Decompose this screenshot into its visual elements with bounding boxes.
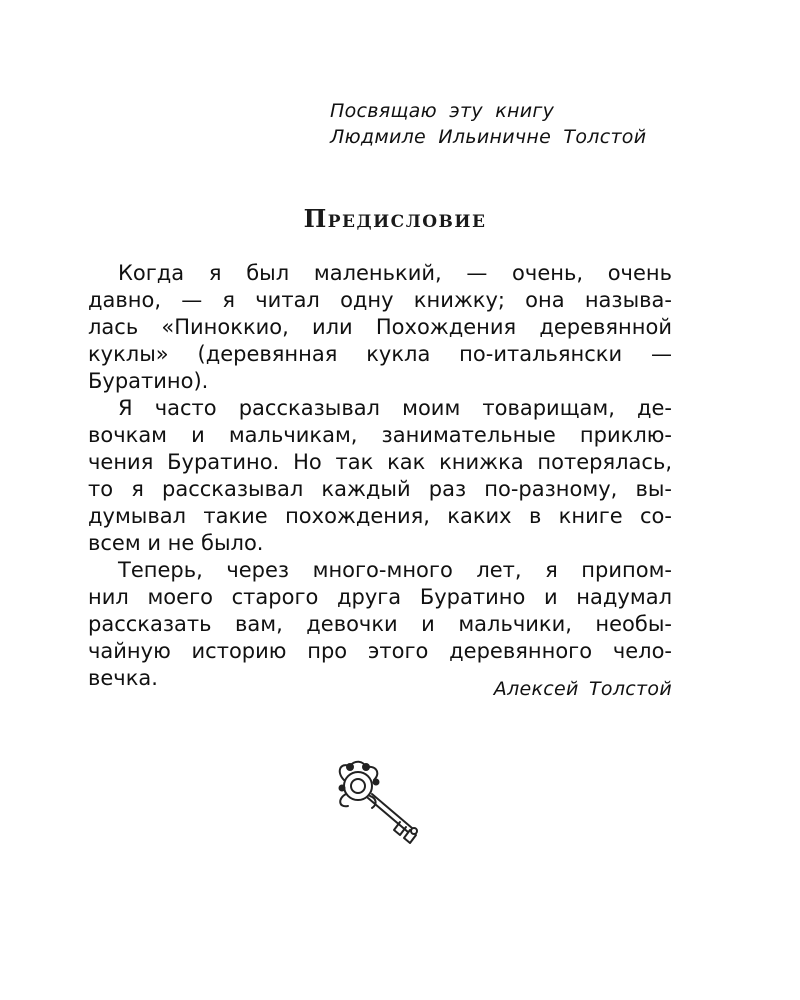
text-line: лась «Пинoккио, или Похождения деревянной [88,315,672,339]
text-line: то я рассказывал каждый раз по-разному, вы- [88,477,672,501]
dedication-line: Людмиле Ильиничне Толстой [330,126,647,148]
text-line: рассказать вам, девочки и мальчики, необы- [88,612,672,636]
golden-key-icon [330,758,430,848]
dedication-line: Посвящаю эту книгу [330,100,555,122]
text-line: Теперь, через много-много лет, я припом- [118,558,672,582]
text-line: Я часто рассказывал моим товарищам, де- [118,396,672,420]
text-line: чайную историю про этого деревянного чело- [88,639,672,663]
author-signature: Алексей Толстой [493,678,672,700]
text-line: чения Буратино. Но так как книжка потерялась, [88,450,672,474]
text-line: думывал такие похождения, каких в книге со- [88,504,672,528]
text-line: Буратино). [88,369,209,393]
text-line: Когда я был маленький, — очень, очень [118,261,672,285]
text-line: вечка. [88,666,158,690]
text-line: нил моего старого друга Буратино и надумал [88,585,672,609]
text-line: куклы» (деревянная кукла по-итальянски — [88,342,672,366]
dedication [330,98,672,150]
text-line: вочкам и мальчикам, занимательные приклю- [88,423,672,447]
text-line: всем и не было. [88,531,264,555]
preface-text [88,260,672,692]
text-line: давно, — я читал одну книжку; она называ- [88,288,672,312]
chapter-heading: Предисловие [303,204,487,233]
